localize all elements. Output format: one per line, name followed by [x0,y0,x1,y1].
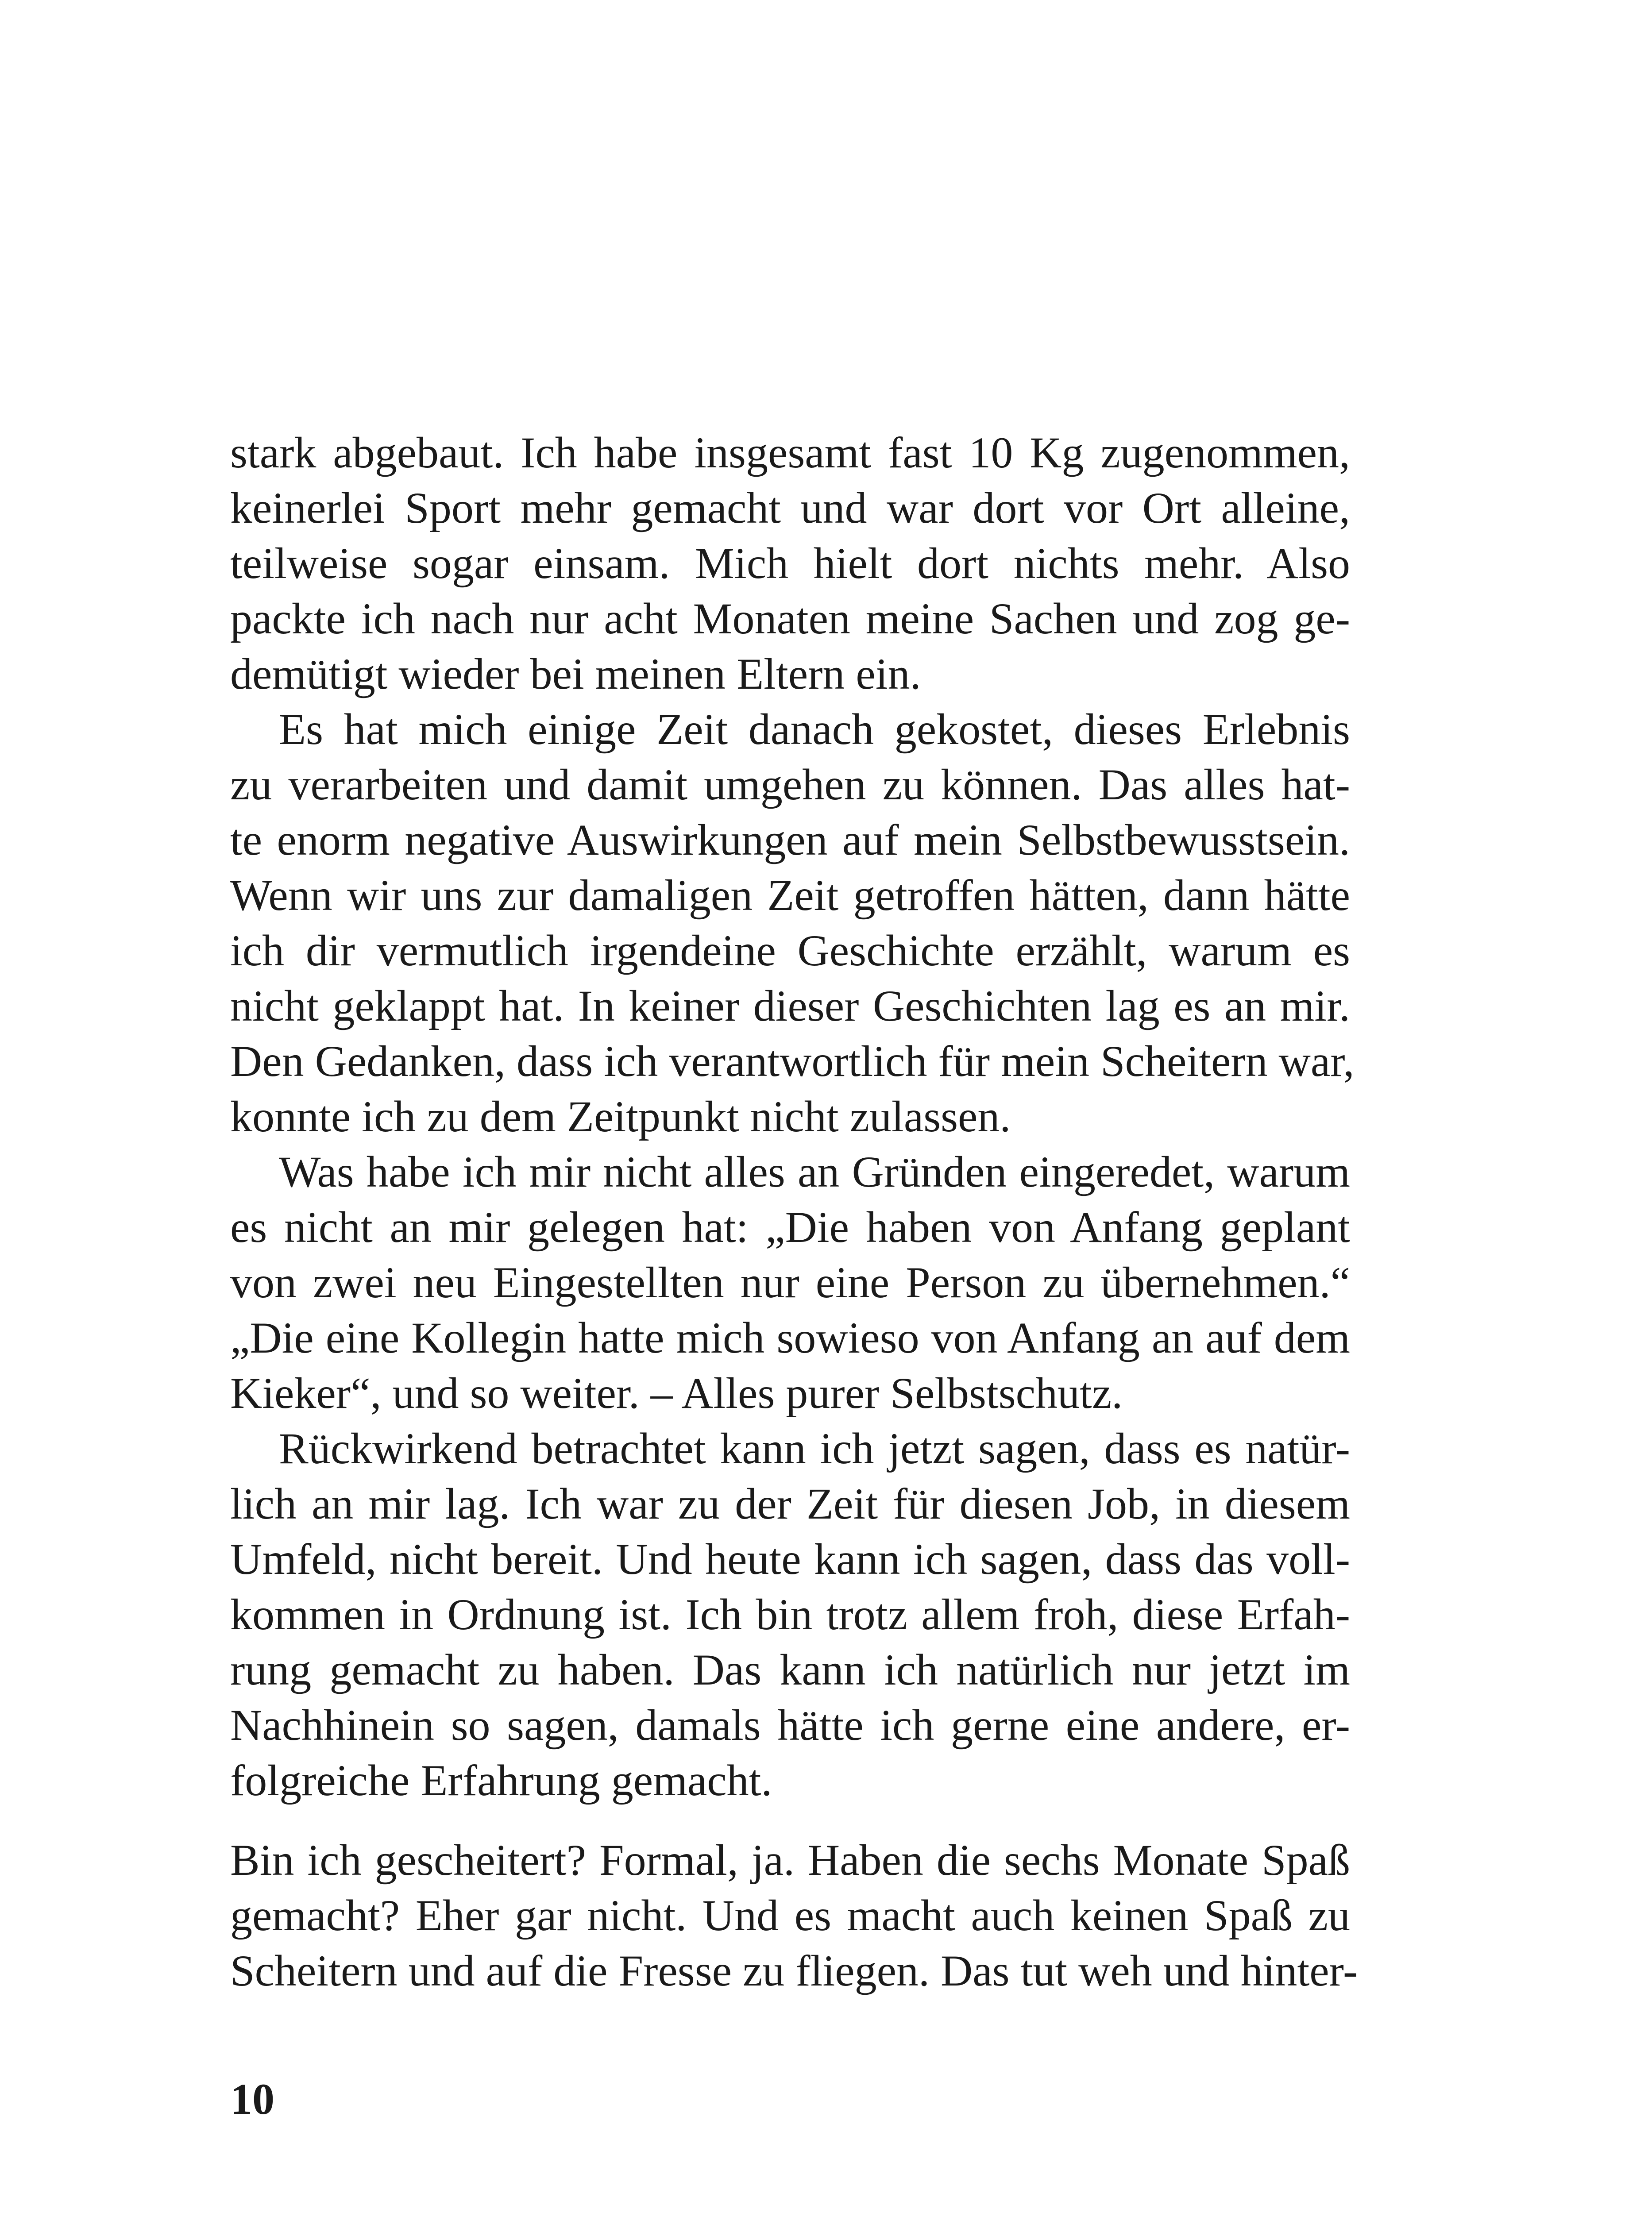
body-text [230,425,1358,1998]
paragraph [230,702,1355,1144]
text-line: rung gemacht zu haben. Das kann ich natürlich nur jetzt im [230,1645,1350,1694]
text-line: Kieker“, und so weiter. – Alles purer Selbstschutz. [230,1369,1123,1418]
text-line: gemacht? Eher gar nicht. Und es macht auch keinen Spaß zu [230,1891,1350,1940]
text-line: lich an mir lag. Ich war zu der Zeit für diesen Job, in diesem [230,1479,1350,1528]
text-line: Umfeld, nicht bereit. Und heute kann ich sagen, dass das voll- [230,1534,1350,1584]
text-line: nicht geklappt hat. In keiner dieser Geschichten lag es an mir. [230,981,1350,1030]
text-line: Wenn wir uns zur damaligen Zeit getroffen hätten, dann hätte [230,871,1350,920]
paragraph [230,1832,1358,1998]
text-line: folgreiche Erfahrung gemacht. [230,1756,772,1805]
text-line: zu verarbeiten und damit umgehen zu können. Das alles hat- [230,760,1350,809]
text-line: Bin ich gescheitert? Formal, ja. Haben die sechs Monate Spaß [230,1835,1350,1885]
text-line: teilweise sogar einsam. Mich hielt dort nichts mehr. Also [230,539,1350,588]
text-line: von zwei neu Eingestellten nur eine Person zu übernehmen.“ [230,1258,1350,1307]
section-gap [230,1808,1350,1832]
paragraph [230,1421,1350,1808]
text-line: ich dir vermutlich irgendeine Geschichte erzählt, warum es [230,926,1350,975]
text-line: demütigt wieder bei meinen Eltern ein. [230,649,921,698]
text-line: konnte ich zu dem Zeitpunkt nicht zulassen. [230,1092,1011,1141]
text-line: keinerlei Sport mehr gemacht und war dort vor Ort alleine, [230,483,1350,532]
text-line: Es hat mich einige Zeit danach gekostet, dieses Erlebnis [279,705,1350,754]
text-line: Scheitern und auf die Fresse zu fliegen. Das tut weh und hinter- [230,1946,1358,1995]
page-number: 10 [230,2074,274,2124]
text-line: „Die eine Kollegin hatte mich sowieso von Anfang an auf dem [230,1313,1350,1362]
text-line: es nicht an mir gelegen hat: „Die haben von Anfang geplant [230,1203,1350,1252]
text-line: packte ich nach nur acht Monaten meine Sachen und zog ge- [230,594,1350,643]
paragraph [230,425,1350,702]
text-line: Den Gedanken, dass ich verantwortlich für mein Scheitern war, [230,1037,1355,1086]
text-line: Rückwirkend betrachtet kann ich jetzt sagen, dass es natür- [279,1424,1350,1473]
text-line: Was habe ich mir nicht alles an Gründen eingeredet, warum [279,1147,1350,1196]
paragraph [230,1144,1350,1421]
text-line: Nachhinein so sagen, damals hätte ich gerne eine andere, er- [230,1700,1350,1750]
text-line: stark abgebaut. Ich habe insgesamt fast 10 Kg zugenommen, [230,428,1350,477]
text-line: te enorm negative Auswirkungen auf mein Selbstbewusstsein. [230,815,1350,864]
text-line: kommen in Ordnung ist. Ich bin trotz allem froh, diese Erfah- [230,1590,1350,1639]
